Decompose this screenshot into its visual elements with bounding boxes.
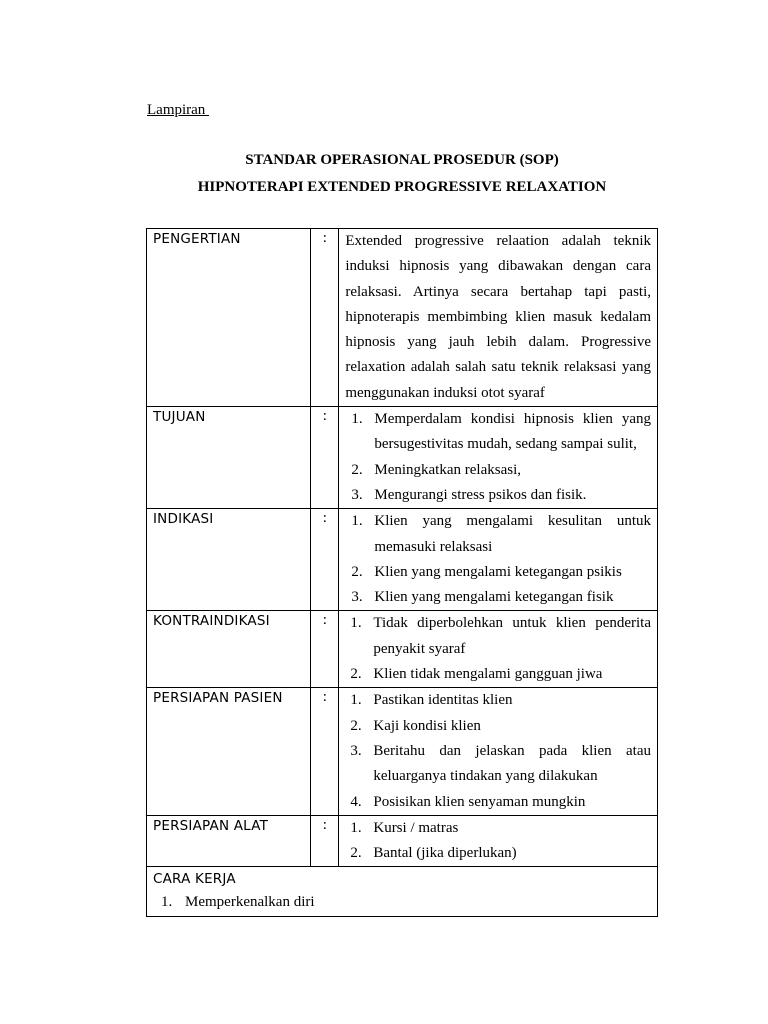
list-text: Klien tidak mengalami gangguan jiwa <box>373 666 603 683</box>
row-persiapan-pasien <box>147 688 658 815</box>
list-item <box>345 483 651 508</box>
indikasi-list <box>345 509 651 610</box>
row-value <box>339 509 658 611</box>
row-indikasi <box>147 509 658 611</box>
list-text: Klien yang mengalami ketegangan fisik <box>374 589 614 606</box>
list-number: 2. <box>350 845 362 862</box>
list-item <box>345 714 651 739</box>
list-item <box>345 688 651 713</box>
list-number: 1. <box>351 411 363 428</box>
row-label: PENGERTIAN <box>147 229 311 407</box>
list-text: Memperkenalkan diri <box>185 894 315 911</box>
persiapan-alat-list <box>345 816 651 867</box>
row-colon: : <box>311 611 339 688</box>
list-number: 2. <box>351 563 363 580</box>
row-kontraindikasi <box>147 611 658 688</box>
list-text: Tidak diperbolehkan untuk klien penderita penyakit syaraf <box>373 615 651 657</box>
list-text: Klien yang mengalami ketegangan psikis <box>374 563 622 580</box>
list-item <box>345 816 651 841</box>
list-item <box>345 611 651 662</box>
row-value <box>339 611 658 688</box>
row-value <box>339 229 658 407</box>
kontraindikasi-list <box>345 611 651 687</box>
list-item <box>345 790 651 815</box>
list-number: 2. <box>350 717 362 734</box>
list-text: Memperdalam kondisi hipnosis klien yang bersugestivitas mudah, sedang sampai sulit, <box>374 411 651 453</box>
list-number: 1. <box>350 692 362 709</box>
list-item <box>345 585 651 610</box>
list-text: Kaji kondisi klien <box>373 717 481 734</box>
row-value <box>339 688 658 815</box>
row-colon: : <box>311 688 339 815</box>
lampiran-label: Lampiran <box>147 102 210 118</box>
cara-kerja-list <box>153 890 651 915</box>
tujuan-list <box>345 407 651 508</box>
document-subtitle: HIPNOTERAPI EXTENDED PROGRESSIVE RELAXATION <box>197 179 607 195</box>
list-number: 1. <box>350 819 362 836</box>
list-number: 2. <box>351 461 363 478</box>
row-label: PERSIAPAN PASIEN <box>147 688 311 815</box>
list-number: 2. <box>350 666 362 683</box>
list-item <box>345 458 651 483</box>
list-item <box>345 662 651 687</box>
list-item <box>153 890 651 915</box>
row-colon: : <box>311 407 339 509</box>
list-number: 3. <box>350 742 362 759</box>
row-colon: : <box>311 815 339 867</box>
list-text: Mengurangi stress psikos dan fisik. <box>374 486 587 503</box>
list-number: 1. <box>161 894 173 911</box>
list-number: 3. <box>351 589 363 606</box>
list-number: 1. <box>350 615 362 632</box>
list-item <box>345 509 651 560</box>
row-value <box>339 815 658 867</box>
row-value <box>339 407 658 509</box>
row-colon: : <box>311 229 339 407</box>
row-label: INDIKASI <box>147 509 311 611</box>
row-label: TUJUAN <box>147 407 311 509</box>
row-label: PERSIAPAN ALAT <box>147 815 311 867</box>
list-number: 3. <box>351 486 363 503</box>
persiapan-pasien-list <box>345 688 651 814</box>
row-pengertian <box>147 229 658 407</box>
list-text: Kursi / matras <box>373 819 459 836</box>
sop-table <box>146 228 658 917</box>
list-text: Posisikan klien senyaman mungkin <box>373 793 586 810</box>
list-number: 1. <box>351 513 363 530</box>
list-number: 4. <box>350 793 362 810</box>
row-cara-kerja <box>147 867 658 917</box>
row-colon: : <box>311 509 339 611</box>
list-item <box>345 407 651 458</box>
list-text: Klien yang mengalami kesulitan untuk memasuki relaksasi <box>374 513 651 555</box>
cara-kerja-heading: CARA KERJA <box>153 871 236 888</box>
row-persiapan-alat <box>147 815 658 867</box>
row-tujuan <box>147 407 658 509</box>
cara-kerja-cell <box>147 867 658 917</box>
list-text: Bantal (jika diperlukan) <box>373 845 517 862</box>
list-item <box>345 560 651 585</box>
list-item <box>345 841 651 866</box>
list-text: Meningkatkan relaksasi, <box>374 461 521 478</box>
document-title: STANDAR OPERASIONAL PROSEDUR (SOP) <box>245 152 559 168</box>
list-text: Pastikan identitas klien <box>373 692 513 709</box>
list-text: Beritahu dan jelaskan pada klien atau keluarganya tindakan yang dilakukan <box>373 742 651 785</box>
pengertian-text: Extended progressive relaation adalah teknik induksi hipnosis yang dibawakan dengan cara relaksasi. Artinya secara bertahap tapi pasti, hipnoterapis membimbing klien masuk kedalam hipnosis yang jauh lebih dalam. Progressive relaxation adalah salah satu teknik relaksasi yang menggunakan induksi otot syaraf <box>345 233 651 401</box>
row-label: KONTRAINDIKASI <box>147 611 311 688</box>
list-item <box>345 739 651 790</box>
